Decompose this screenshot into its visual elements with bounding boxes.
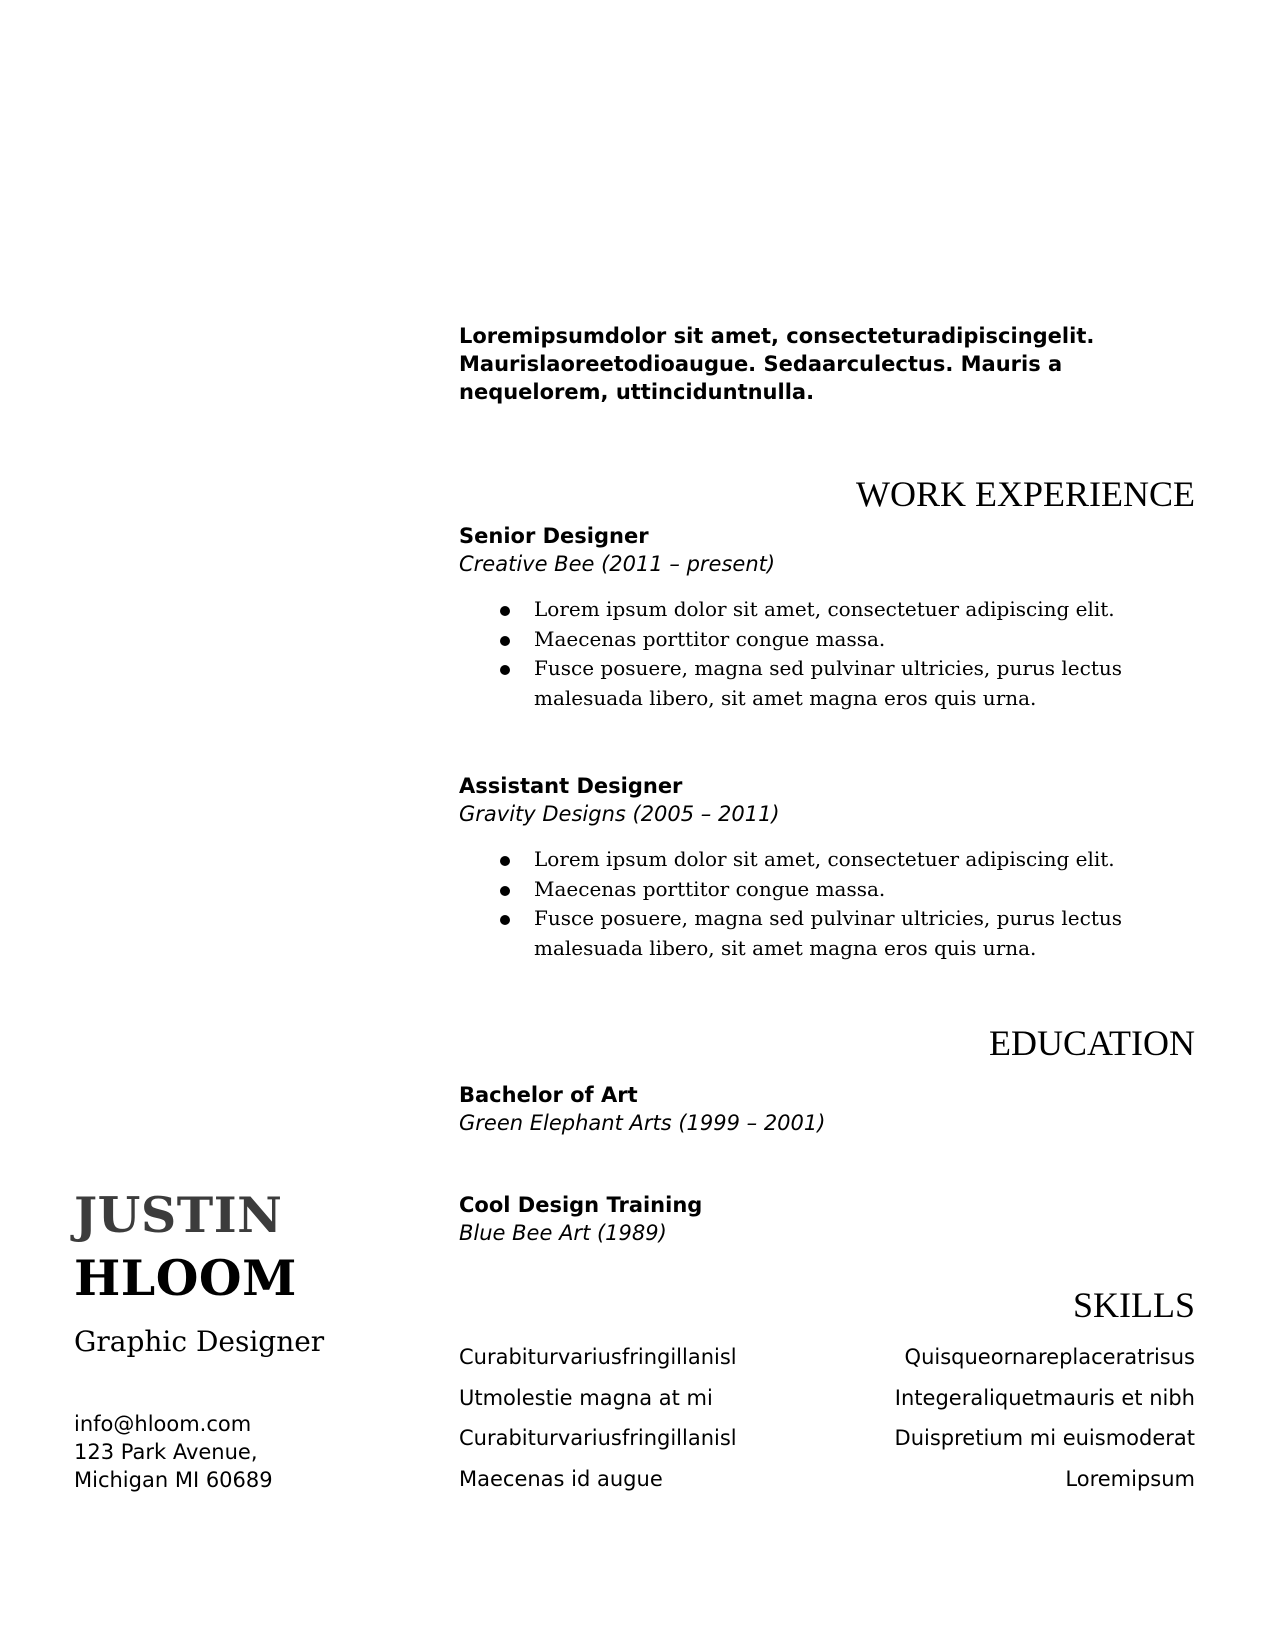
last-name: HLOOM (74, 1249, 297, 1307)
education-heading: EDUCATION (989, 1023, 1195, 1063)
education-title: Cool Design Training (459, 1193, 703, 1217)
job-company: Gravity Designs (2005 – 2011) (459, 802, 780, 826)
skill-item: Curabiturvariusfringillanisl (459, 1345, 737, 1369)
bullet-icon (500, 665, 510, 675)
job-title: Senior Designer (459, 524, 649, 548)
education-title: Bachelor of Art (459, 1083, 638, 1107)
skills-heading: SKILLS (1072, 1285, 1195, 1325)
bullet-text: Fusce posuere, magna sed pulvinar ultricies, purus lectus malesuada libero, sit amet magna eros quis urna. (534, 906, 1123, 960)
skill-item: Duispretium mi euismoderat (894, 1426, 1195, 1450)
bullet-icon (500, 915, 510, 925)
job-role: Graphic Designer (74, 1325, 325, 1358)
bullet-text: Lorem ipsum dolor sit amet, consectetuer adipiscing elit. (534, 597, 1115, 621)
first-name: JUSTIN (74, 1186, 283, 1244)
bullet-text: Maecenas porttitor congue massa. (534, 876, 886, 901)
address-line: Michigan MI 60689 (74, 1468, 273, 1492)
skill-item: Quisqueornareplaceratrisus (904, 1345, 1195, 1369)
bullet-icon (500, 606, 510, 616)
skill-item: Integeraliquetmauris et nibh (894, 1386, 1195, 1410)
bullet-text: Maecenas porttitor congue massa. (534, 626, 886, 651)
job-title: Assistant Designer (459, 774, 683, 798)
email-address[interactable]: info@hloom.com (74, 1412, 252, 1436)
summary-line: Maurislaoreetodioaugue. Sedaarculectus. Mauris a (459, 352, 1063, 376)
work-experience-heading: WORK EXPERIENCE (856, 474, 1195, 514)
skill-item: Utmolestie magna at mi (459, 1386, 713, 1410)
skill-item: Curabiturvariusfringillanisl (459, 1426, 737, 1450)
bullet-icon (500, 636, 510, 646)
address-line: 123 Park Avenue, (74, 1440, 258, 1464)
job-company: Creative Bee (2011 – present) (459, 552, 776, 576)
bullet-text: Fusce posuere, magna sed pulvinar ultricies, purus lectus malesuada libero, sit amet magna eros quis urna. (534, 656, 1123, 710)
list-item (497, 904, 1197, 963)
summary-line: Loremipsumdolor sit amet, consecteturadipiscingelit. (459, 324, 1095, 348)
list-item (497, 654, 1197, 713)
education-school: Green Elephant Arts (1999 – 2001) (459, 1111, 826, 1135)
skill-item: Maecenas id augue (459, 1467, 663, 1491)
list-item (497, 845, 1197, 875)
job-bullets (497, 845, 1197, 963)
bullet-text: Lorem ipsum dolor sit amet, consectetuer adipiscing elit. (534, 847, 1115, 871)
bullet-icon (500, 886, 510, 896)
job-bullets (497, 595, 1197, 713)
summary (459, 322, 1179, 406)
summary-line: nequelorem, uttinciduntnulla. (459, 380, 815, 404)
skill-item: Loremipsum (1065, 1467, 1195, 1491)
list-item (497, 625, 1197, 655)
bullet-icon (500, 856, 510, 866)
list-item (497, 875, 1197, 905)
education-school: Blue Bee Art (1989) (459, 1221, 667, 1245)
list-item (497, 595, 1197, 625)
